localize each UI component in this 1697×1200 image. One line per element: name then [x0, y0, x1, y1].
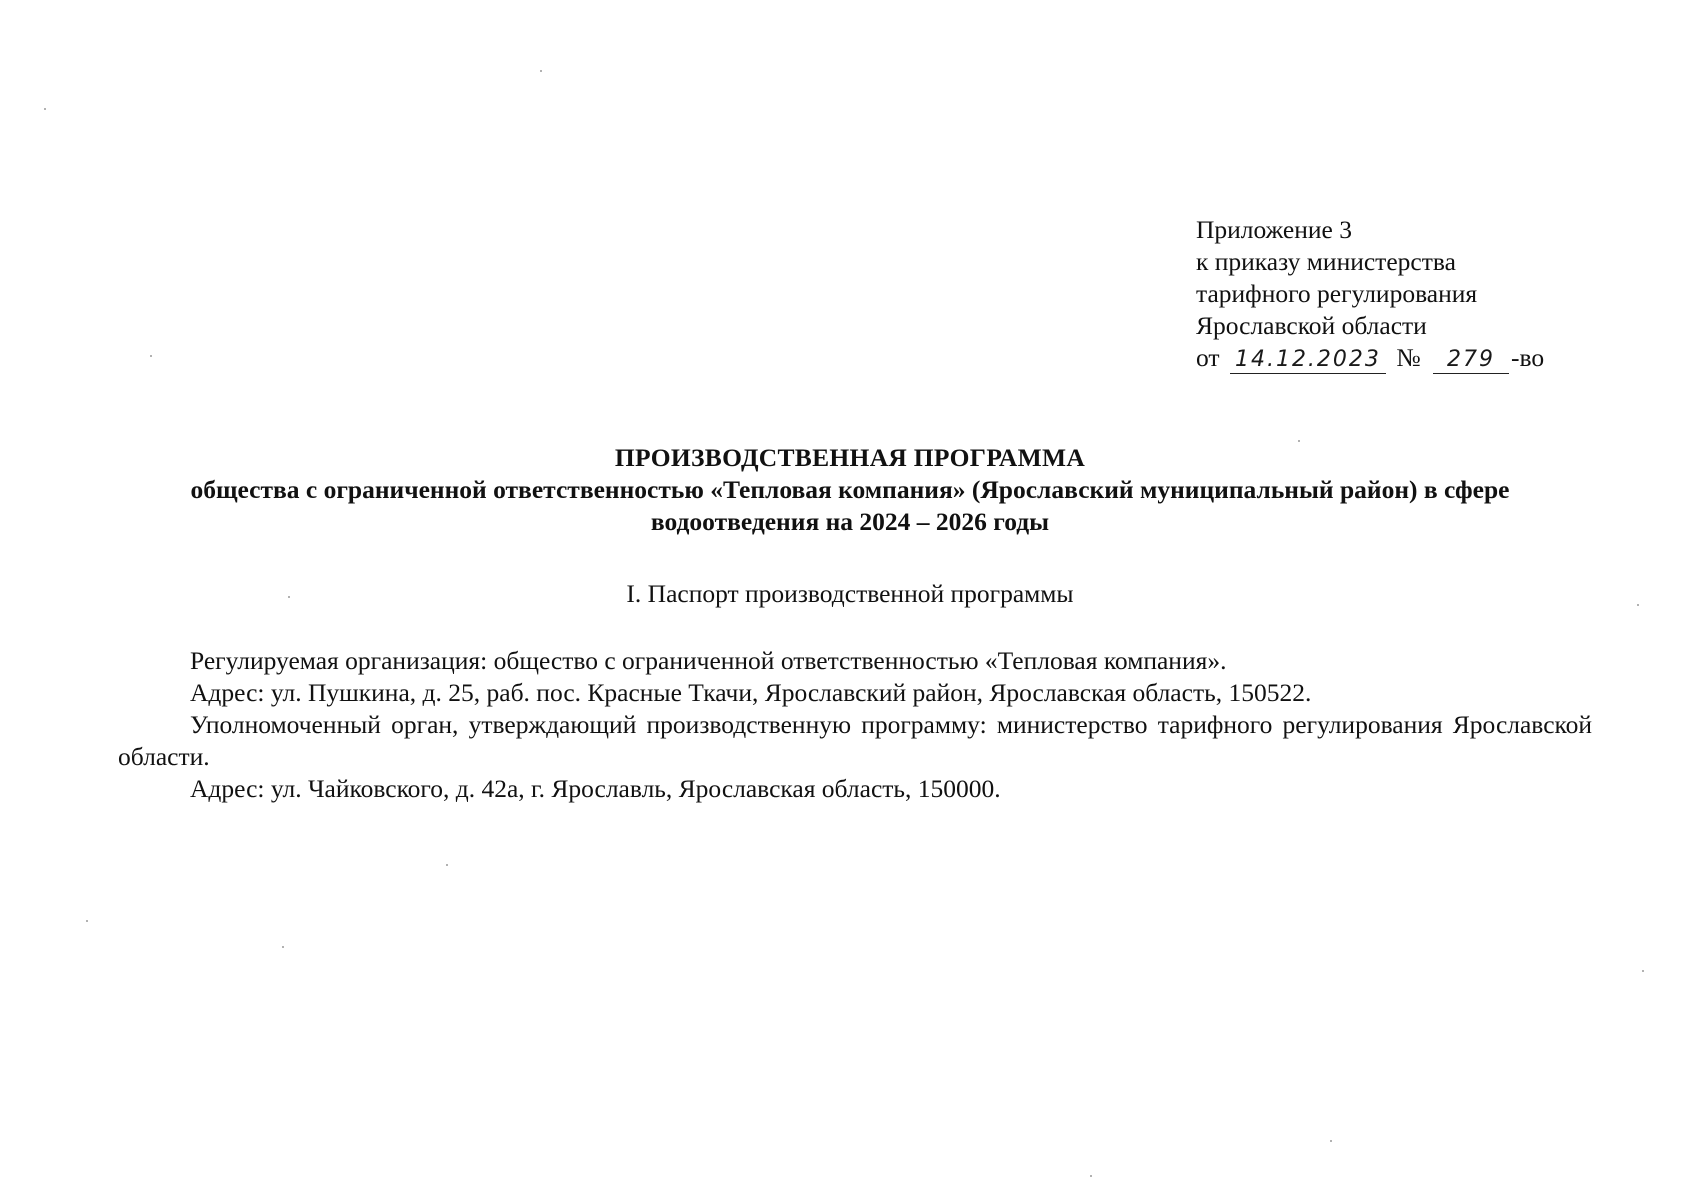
scan-speck — [1330, 1140, 1332, 1142]
handwritten-order-number: 279 — [1433, 347, 1509, 374]
scan-speck — [446, 864, 448, 866]
scan-speck — [1637, 604, 1639, 606]
scan-speck — [86, 920, 88, 922]
appendix-number: Приложение 3 — [1196, 215, 1352, 244]
paragraph-authorized-body: Уполномоченный орган, утверждающий производственную программу: министерство тарифного регулирования Ярославской области. — [118, 710, 1592, 771]
document-subtitle-line-1: общества с ограниченной ответственностью «Тепловая компания» (Ярославский муниципальный район) в сфере — [190, 475, 1510, 504]
number-sign: № — [1396, 343, 1421, 372]
document-subtitle-line-2: водоотведения на 2024 – 2026 годы — [650, 507, 1050, 536]
appendix-order-ref: к приказу министерства — [1196, 247, 1456, 276]
document-title: ПРОИЗВОДСТВЕННАЯ ПРОГРАММА — [614, 443, 1086, 472]
document-title-block — [110, 442, 1590, 538]
appendix-block — [1196, 214, 1544, 374]
scan-speck — [44, 108, 46, 110]
appendix-region: Ярославской области — [1196, 311, 1427, 340]
appendix-ministry: тарифного регулирования — [1196, 279, 1478, 308]
scan-speck — [1298, 440, 1300, 442]
section-heading: I. Паспорт производственной программы — [626, 579, 1074, 608]
order-from-label: от — [1196, 343, 1220, 372]
scan-speck — [1642, 970, 1644, 972]
scan-speck — [282, 946, 284, 948]
order-date-number-line — [1196, 342, 1544, 374]
scan-speck — [150, 355, 152, 357]
paragraph-authority-address: Адрес: ул. Чайковского, д. 42а, г. Ярославль, Ярославская область, 150000. — [190, 774, 1001, 803]
scan-speck — [540, 70, 542, 72]
order-number-suffix: -во — [1511, 343, 1545, 372]
document-body — [118, 645, 1592, 805]
scan-speck — [1090, 1175, 1092, 1177]
scan-speck — [288, 596, 290, 598]
paragraph-org-address: Адрес: ул. Пушкина, д. 25, раб. пос. Красные Ткачи, Ярославский район, Ярославская область, 150522. — [190, 678, 1312, 707]
paragraph-regulated-org: Регулируемая организация: общество с ограниченной ответственностью «Тепловая компания». — [190, 646, 1227, 675]
handwritten-order-date: 14.12.2023 — [1230, 347, 1386, 374]
